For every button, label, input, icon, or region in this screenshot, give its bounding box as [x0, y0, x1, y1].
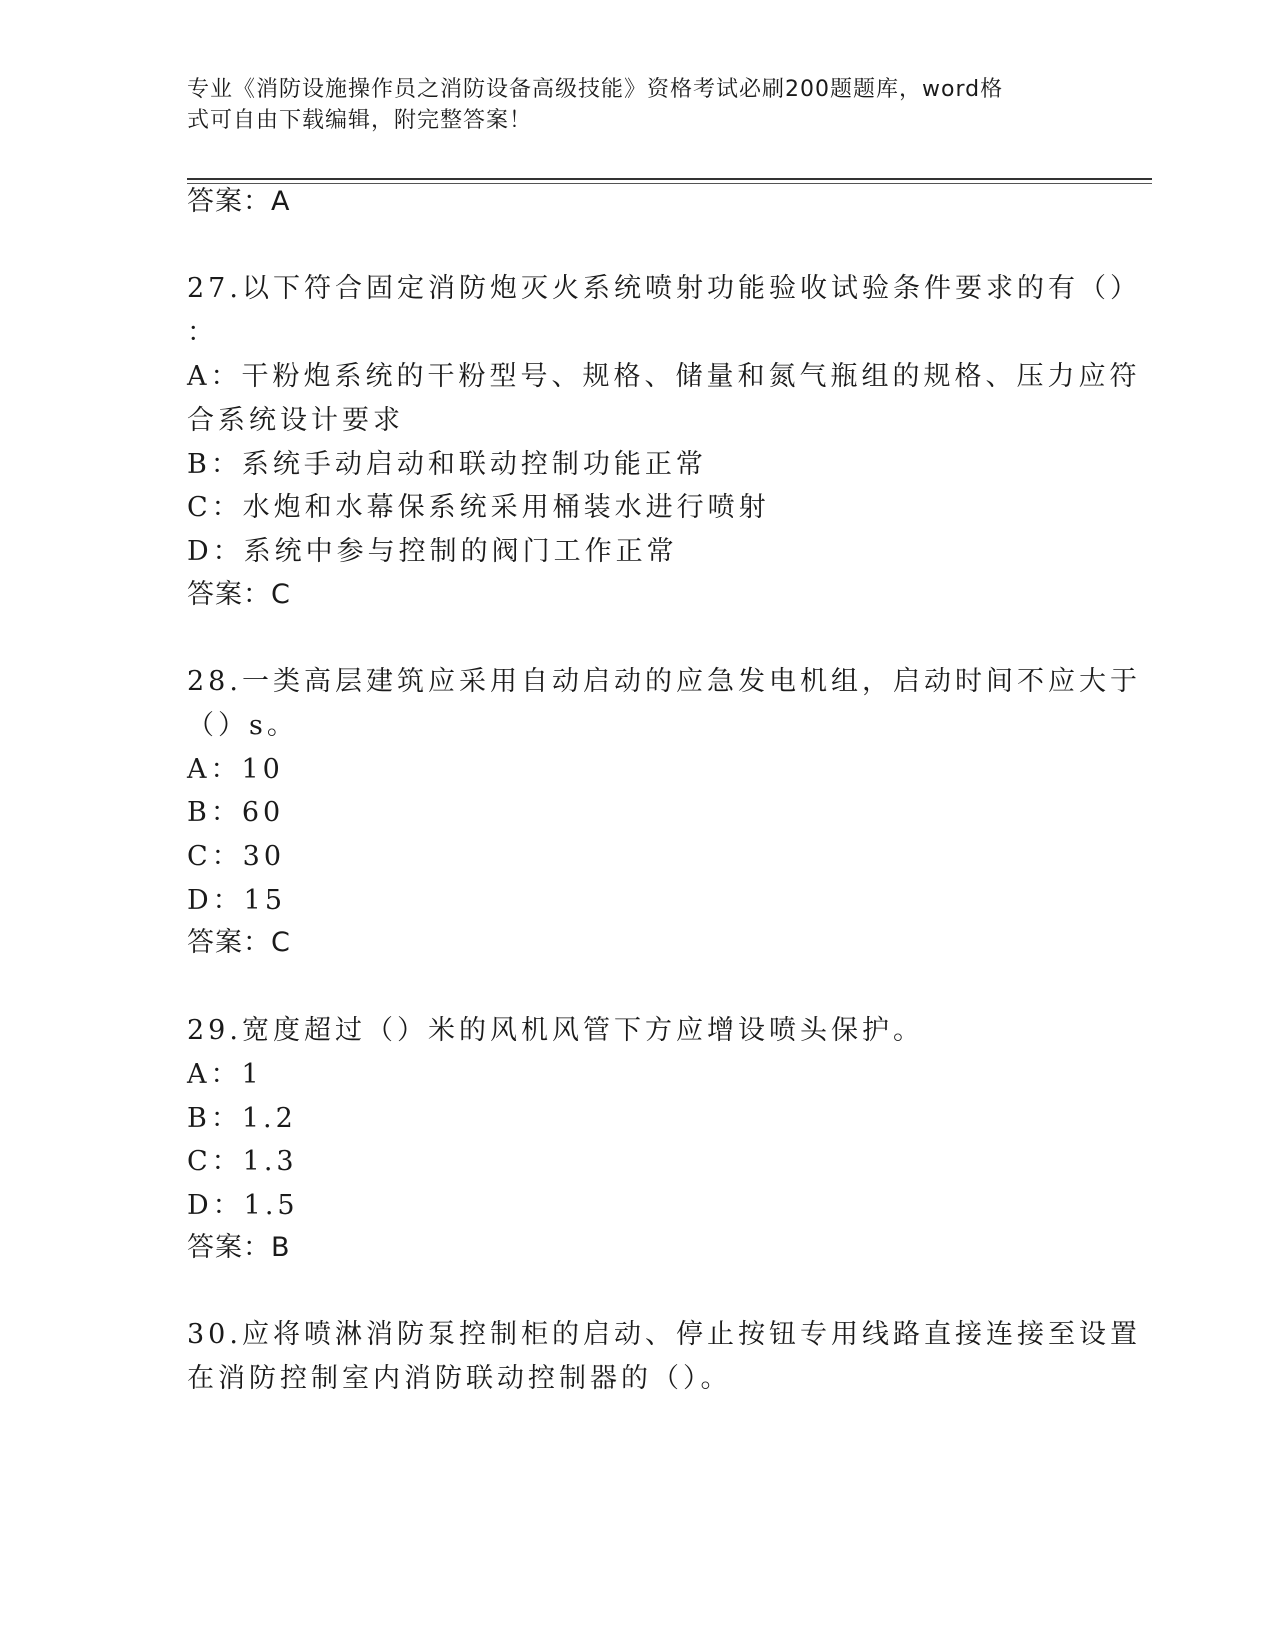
question-29-option-a: A：1 [187, 1059, 263, 1090]
question-29-option-c: C：1.3 [187, 1146, 298, 1177]
question-28-option-d: D：15 [187, 885, 287, 916]
question-29-stem: 29.宽度超过（）米的风机风管下方应增设喷头保护。 [187, 1015, 924, 1046]
question-29-option-d: D：1.5 [187, 1190, 299, 1221]
question-28-stem-line-2: （）s。 [187, 710, 298, 741]
header-line-1: 专业《消防设施操作员之消防设备高级技能》资格考试必刷200题题库，word格 [187, 77, 1004, 102]
answer-q26: 答案：A [187, 186, 291, 217]
question-27-stem-line-1: 27.以下符合固定消防炮灭火系统喷射功能验收试验条件要求的有（） [187, 273, 1141, 304]
question-27-option-a-line-2: 合系统设计要求 [187, 405, 404, 436]
header-divider-thick [187, 178, 1152, 180]
question-28-stem-line-1: 28.一类高层建筑应采用自动启动的应急发电机组，启动时间不应大于 [187, 666, 1141, 697]
question-30-stem-line-1: 30.应将喷淋消防泵控制柜的启动、停止按钮专用线路直接连接至设置 [187, 1319, 1141, 1350]
question-27-option-c: C：水炮和水幕保系统采用桶装水进行喷射 [187, 492, 770, 523]
answer-q28: 答案：C [187, 927, 291, 958]
question-29-option-b: B：1.2 [187, 1103, 297, 1134]
question-30-stem-line-2: 在消防控制室内消防联动控制器的（）。 [187, 1363, 732, 1394]
question-28-option-c: C：30 [187, 841, 286, 872]
question-27-option-a-line-1: A：干粉炮系统的干粉型号、规格、储量和氮气瓶组的规格、压力应符 [187, 361, 1141, 392]
question-27-option-d: D：系统中参与控制的阀门工作正常 [187, 536, 678, 567]
header-line-2: 式可自由下载编辑，附完整答案！ [187, 108, 533, 133]
question-28-option-a: A：10 [187, 754, 284, 785]
document-header [187, 74, 1067, 136]
question-27-option-b: B：系统手动启动和联动控制功能正常 [187, 449, 707, 480]
answer-q29: 答案：B [187, 1232, 291, 1263]
question-28-option-b: B：60 [187, 797, 285, 828]
header-divider-thin [187, 183, 1152, 184]
question-27-stem-line-2: ： [187, 317, 218, 348]
answer-q27: 答案：C [187, 579, 291, 610]
